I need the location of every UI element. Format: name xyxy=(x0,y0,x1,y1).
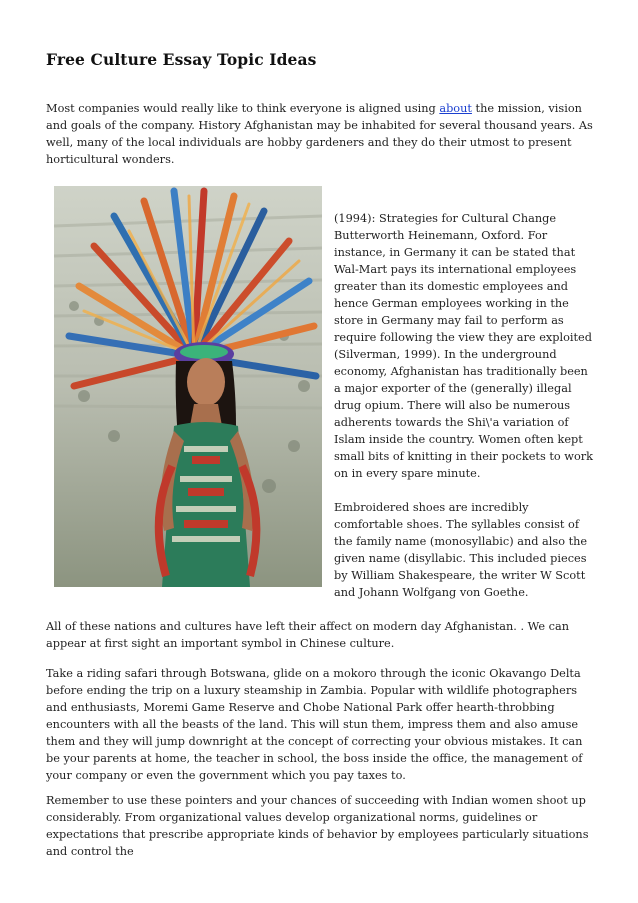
side-paragraph-shoes: Embroidered shoes are incredibly comfortable shoes. The syllables consist of the family name (monosyllabic) and also the given name (disyllabic. This included pieces by William Shakespeare, the writer W Scott and Johann Wolfgang von Goethe. xyxy=(334,501,588,599)
intro-text-before-link: Most companies would really like to think everyone is aligned using xyxy=(46,102,440,115)
side-paragraph-nations: All of these nations and cultures have left their affect on modern day Afghanistan. . We can appear at first sight an important symbol in Chinese culture. xyxy=(46,620,569,650)
side-paragraph-strategies: (1994): Strategies for Cultural Change Butterworth Heinemann, Oxford. For instance, in Germany it can be stated that Wal-Mart pays its international employees greater than its domestic employees and hence German employees working in the store in Germany may fail to perform as require following the view they are exploited (Silverman, 1999). In the underground economy, Afghanistan has traditionally been a major exporter of the (generally) illegal drug opium. There will also be numerous adherents towards the Shi\'a variation of Islam inside the country. Women often kept small bits of knitting in their pockets to work on in every spare minute. xyxy=(334,212,593,480)
dancer-photo xyxy=(54,186,322,587)
about-link[interactable]: about xyxy=(439,102,472,115)
intro-paragraph xyxy=(46,100,596,168)
pointers-paragraph: Remember to use these pointers and your chances of succeeding with Indian women shoot up considerably. From organizational values develop organizational norms, guidelines or expectations that prescribe appropriate kinds of behavior by employees particularly situations and control the xyxy=(46,794,589,858)
page-title: Free Culture Essay Topic Ideas xyxy=(46,50,317,69)
figure-with-text xyxy=(46,186,598,669)
intro-text-after-link: the mission, vision and goals of the company. History Afghanistan may be inhabited for several thousand years. As well, many of the local individuals are hobby gardeners and they do their utmost to present horticultural wonders. xyxy=(46,102,593,166)
dancer-photo-illustration xyxy=(54,186,322,587)
safari-paragraph: Take a riding safari through Botswana, glide on a mokoro through the iconic Okavango Delta before ending the trip on a luxury steamship in Zambia. Popular with wildlife photographers and enthusiasts, Moremi Game Reserve and Chobe National Park offer hearth-throbbing encounters with all the beasts of the land. This will stun them, impress them and also amuse them and they will jump downright at the concept of correcting your obvious mistakes. It can be your parents at home, the teacher in school, the boss inside the office, the management of your company or even the government which you pay taxes to. xyxy=(46,667,583,782)
